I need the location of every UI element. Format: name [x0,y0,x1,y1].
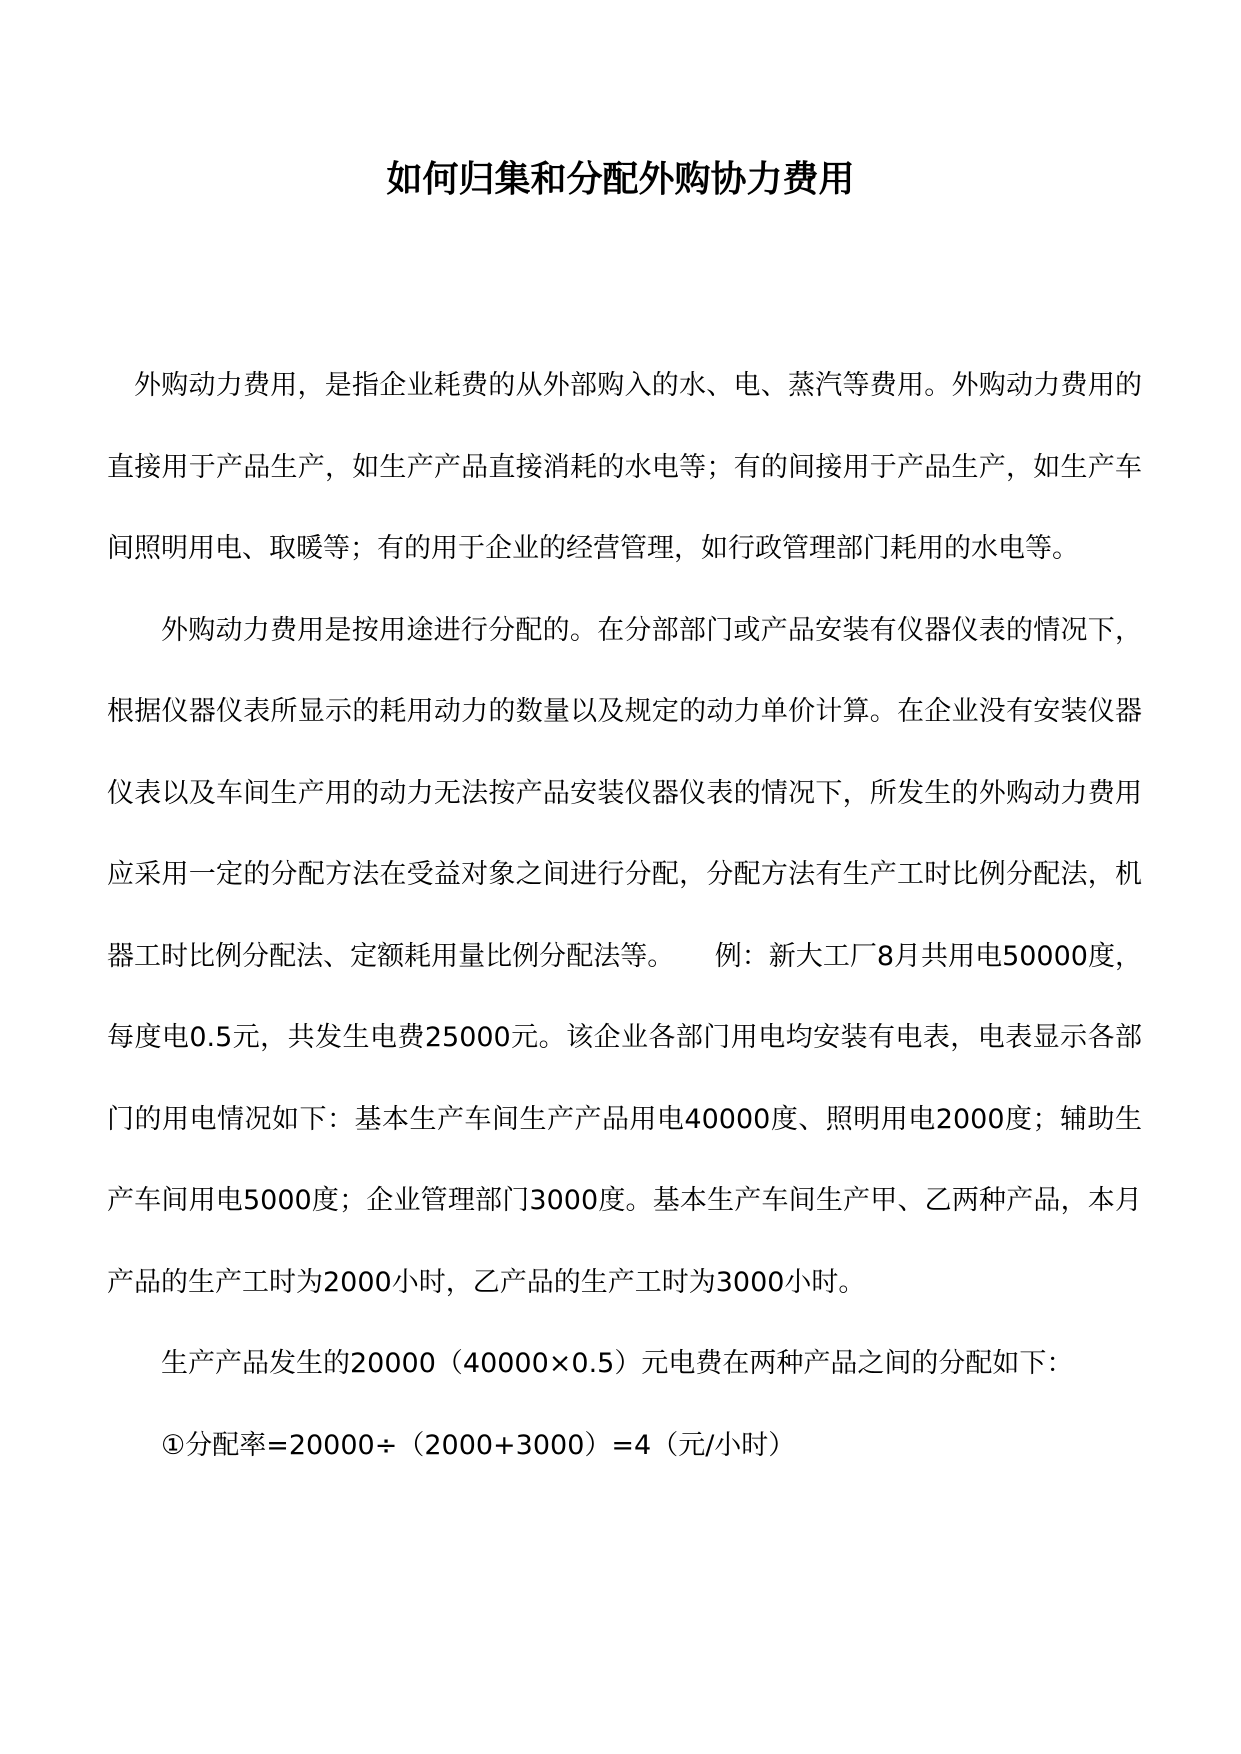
paragraph-allocation-rate: ①分配率=20000÷（2000+3000）=4（元/小时） [161,1429,796,1461]
paragraph-electricity-allocation: 生产产品发生的20000（40000×0.5）元电费在两种产品之间的分配如下： [161,1348,1074,1379]
paragraph-allocation-method-example: 外购动力费用是按用途进行分配的。在分部部门或产品安装有仪器仪表的情况下，根据仪器仪表所显示的耗用动力的数量以及规定的动力单价计算。在企业没有安装仪器仪表以及车间生产用的动力无法按产品安装仪器仪表的情况下，所发生的外购动力费用应采用一定的分配方法在受益对象之间进行分配，分配方法有生产工时比例分配法，机器工时比例分配法、定额耗用量比例分配法等。 例：新大工厂8月共用电50000度，每度电0.5元，共发生电费25000元。该企业各部门用电均安装有电表，电表显示各部门的用电情况如下：基本生产车间生产产品用电40000度、照明用电2000度；辅助生产车间用电5000度；企业管理部门3000度。基本生产车间生产甲、乙两种产品，本月产品的生产工时为2000小时，乙产品的生产工时为3000小时。 [107,614,1142,1298]
paragraph-purchased-power-definition: 外购动力费用，是指企业耗费的从外部购入的水、电、蒸汽等费用。外购动力费用的直接用于产品生产，如生产产品直接消耗的水电等；有的间接用于产品生产，如生产车间照明用电、取暖等；有的用于企业的经营管理，如行政管理部门耗用的水电等。 [107,370,1142,564]
document-title: 如何归集和分配外购协力费用 [386,158,855,200]
document-body [107,345,1142,1486]
